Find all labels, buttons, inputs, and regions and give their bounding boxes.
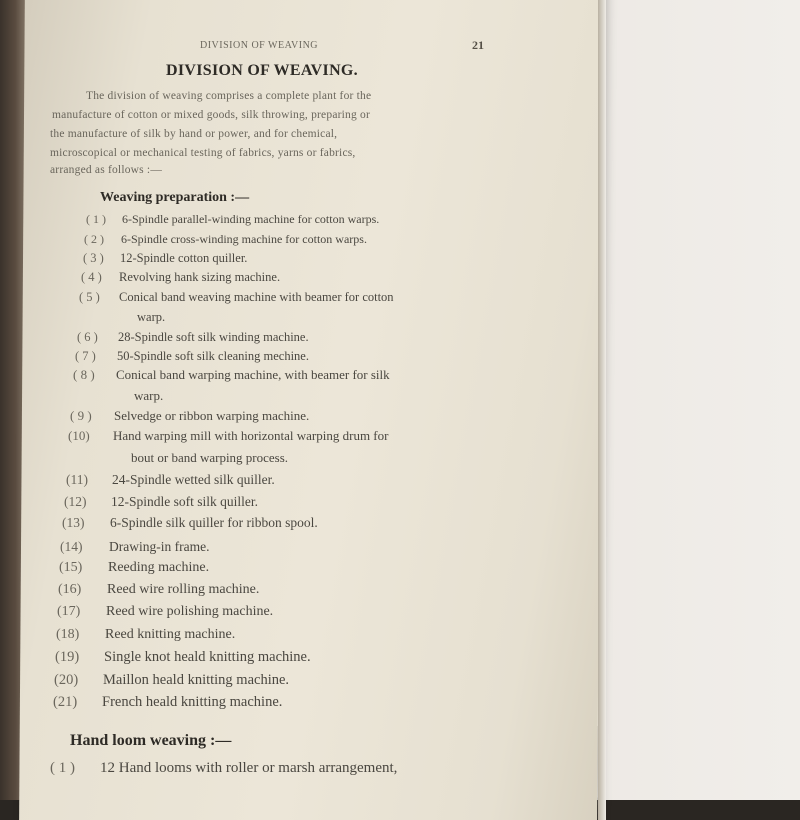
list-item-text: Single knot heald knitting machine.	[104, 649, 311, 665]
list-item-number: (16)	[58, 582, 82, 597]
list-item-text: warp.	[137, 310, 166, 324]
list-item-text: French heald knitting machine.	[102, 694, 283, 710]
list-item-text: Drawing-in frame.	[109, 539, 210, 554]
list-item-text: 50-Spindle soft silk cleaning mechine.	[117, 349, 309, 363]
list-item-number: ( 3 )	[83, 251, 104, 265]
list-item-text: 6-Spindle parallel-winding machine for cotton warps.	[122, 212, 380, 226]
list-item-text: Hand warping mill with horizontal warping drum for	[113, 428, 389, 443]
list-item-text: 24-Spindle wetted silk quiller.	[112, 472, 275, 487]
running-head: DIVISION OF WEAVING	[200, 40, 319, 51]
section-heading-hand-loom-weaving: Hand loom weaving :—	[70, 732, 232, 749]
list-item-text: Maillon heald knitting machine.	[103, 672, 290, 688]
list-item-text: Reed wire polishing machine.	[106, 604, 274, 619]
list-item-text: Reeding machine.	[108, 560, 210, 575]
list-item-text: Selvedge or ribbon warping machine.	[114, 408, 310, 423]
list-item-number: ( 5 )	[79, 290, 100, 304]
list-item-text: 12-Spindle cotton quiller.	[120, 251, 248, 265]
list-item-text: 6-Spindle silk quiller for ribbon spool.	[110, 515, 318, 530]
list-item-number: (10)	[68, 428, 90, 443]
list-item-text: 12-Spindle soft silk quiller.	[111, 494, 258, 509]
list-item-number: ( 4 )	[81, 270, 102, 284]
list-item-number: ( 2 )	[84, 232, 104, 246]
list-item-text: bout or band warping process.	[131, 450, 289, 465]
list-item-number: (15)	[59, 560, 83, 575]
list-item-text: warp.	[134, 388, 164, 403]
list-item-number: (14)	[60, 539, 83, 554]
list-item-text: Conical band weaving machine with beamer for cotton	[119, 290, 394, 304]
section-heading-weaving-preparation: Weaving preparation :—	[100, 190, 250, 205]
list-item-text: Conical band warping machine, with beamer for silk	[116, 367, 390, 382]
list-item-text: 28-Spindle soft silk winding machine.	[118, 330, 309, 344]
intro-line: manufacture of cotton or mixed goods, silk throwing, preparing or	[52, 109, 370, 121]
intro-line: The division of weaving comprises a complete plant for the	[86, 90, 372, 102]
list-item-number: ( 9 )	[70, 408, 92, 423]
list-item-text: Reed wire rolling machine.	[107, 582, 260, 597]
list-item-number: (11)	[66, 472, 88, 487]
list-item-text: 6-Spindle cross-winding machine for cotton warps.	[121, 232, 367, 246]
intro-line: arranged as follows :—	[50, 164, 163, 176]
list-item-number: ( 7 )	[75, 349, 96, 363]
page-title: DIVISION OF WEAVING.	[166, 62, 358, 79]
list-item-number: (20)	[54, 672, 79, 688]
page-number: 21	[472, 38, 484, 52]
list-item-number: ( 1 )	[86, 212, 106, 226]
list-item-text: Revolving hank sizing machine.	[119, 270, 281, 284]
list-item-number: (21)	[53, 694, 78, 710]
intro-line: the manufacture of silk by hand or power, and for chemical,	[50, 128, 338, 140]
list-item-number: (18)	[56, 627, 80, 642]
list-item-number: (17)	[57, 604, 81, 619]
list-item-number: ( 8 )	[73, 367, 95, 382]
list-item-text: Reed knitting machine.	[105, 627, 236, 642]
intro-line: microscopical or mechanical testing of fabrics, yarns or fabrics,	[50, 147, 356, 159]
list-item-number: (12)	[64, 494, 87, 509]
list-item-number: (19)	[55, 649, 80, 665]
list-item-number: ( 6 )	[77, 330, 98, 344]
list-item-number: (13)	[62, 515, 85, 530]
page-edge	[598, 0, 606, 820]
list-item-number: ( 1 )	[50, 760, 75, 776]
list-item-text: 12 Hand looms with roller or marsh arrangement,	[100, 760, 398, 776]
